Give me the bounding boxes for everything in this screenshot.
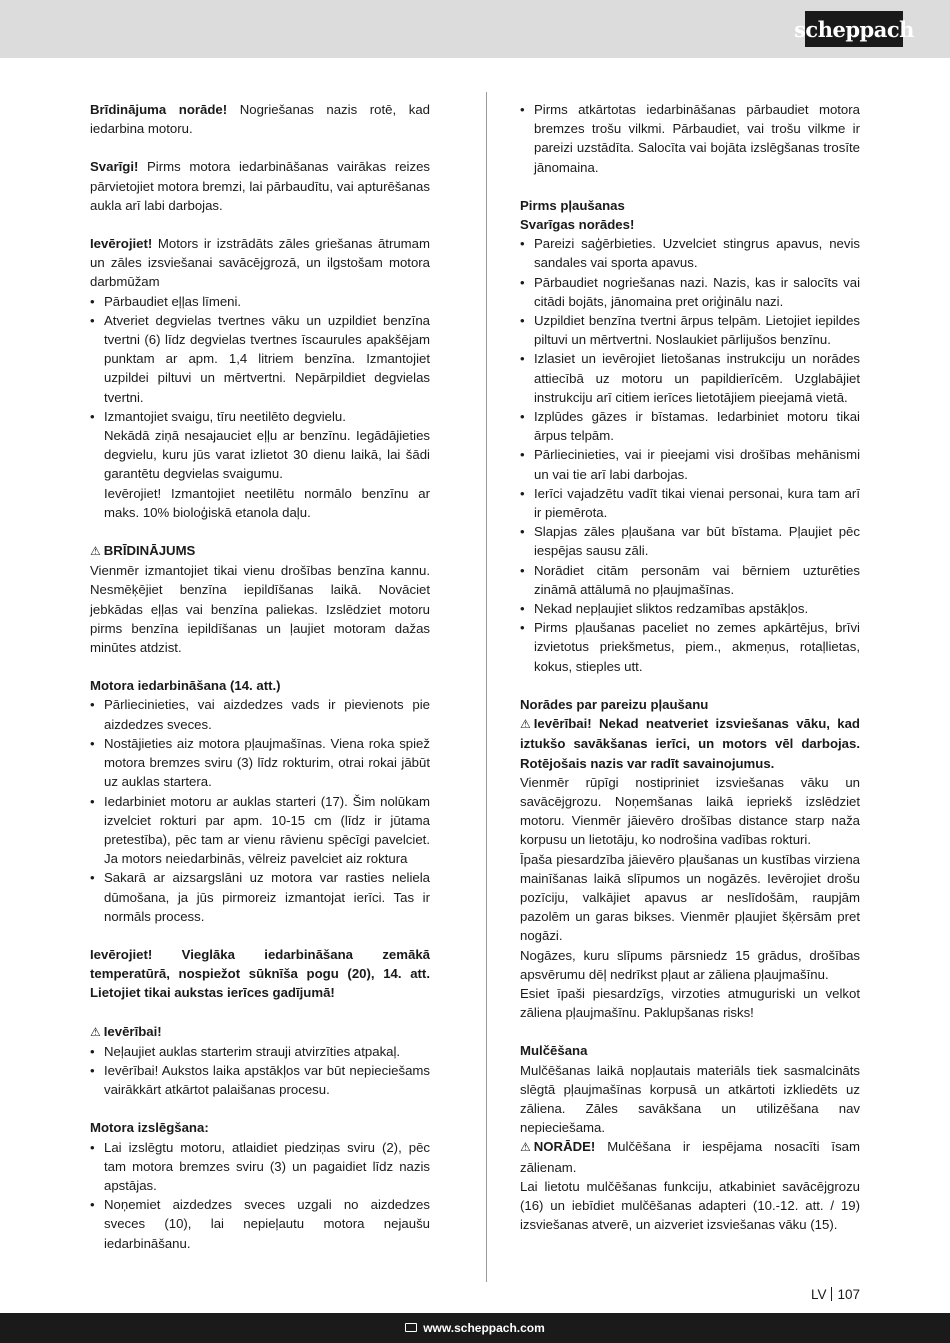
mulching-text-2: Lai lietotu mulčēšanas funkciju, atkabiniet savācējgrozu (16) un iebīdiet mulčēšanas adapteri (10.-12. att. / 19) izsviešanas atverē, un aizveriet izsviešanas vāku (15). — [520, 1178, 860, 1233]
warning-text: Vienmēr izmantojiet tikai vienu drošības benzīna kannu. Nesmēķējiet benzīna iepildīšanas laikā. Novāciet jebkādas eļļas vai benzīna paliekas. Izslēdziet motoru pirms benzīna iepildīšanas un ļaujiet motoram dažas minūtes atdzist. — [90, 563, 430, 656]
attention-list — [90, 1042, 430, 1100]
warning-triangle-icon: ⚠ — [520, 717, 531, 732]
list-item: • Izmantojiet svaigu, tīru neetilēto degvielu. — [90, 407, 430, 426]
list-item: • Atveriet degvielas tvertnes vāku un uzpildiet benzīna tvertni (6) līdz degvielas tvertnes īscaurules apakšējam punktam ar apm. 1,4 litriem benzīna. Izmantojiet uzpildei piltuvi un mērtvertni. Nepārpildiet degvielas tvertni. — [90, 311, 430, 407]
list-item: • Izplūdes gāzes ir bīstamas. Iedarbiniet motoru tikai ārpus telpām. — [520, 407, 860, 445]
note-para: Ievērojiet! Motors ir izstrādāts zāles griešanas ātrumam un zāles izsviešanai savācējgrozā, un ilgstošam motora darbmūžam — [90, 236, 430, 290]
list-item: • Nostājieties aiz motora pļaujmašīnas. Viena roka spiež motora bremzes sviru (3) līdz rokturim, otrai rokai jābūt uz auklas startera. — [90, 734, 430, 792]
warning-triangle-icon: ⚠ — [520, 1140, 531, 1155]
mulching-note: ⚠ NORĀDE! Mulčēšana ir iespējama nosacīti īsam zālienam. — [520, 1139, 860, 1175]
shutdown-list — [90, 1138, 430, 1253]
list-item: • Pārbaudiet nogriešanas nazi. Nazis, kas ir salocīts vai citādi bojāts, jānomaina pret oriģinālu nazi. — [520, 273, 860, 311]
list-item: • Pirms pļaušanas paceliet no zemes apkārtējus, brīvi izvietotus priekšmetus, piem., akmeņus, rotaļlietas, kokus, stieples utt. — [520, 618, 860, 676]
left-column — [90, 100, 430, 1253]
list-item: • Lai izslēgtu motoru, atlaidiet piedziņas sviru (2), pēc tam motora bremzes sviru (3) un pagaidiet līdz nazis apstājas. — [90, 1138, 430, 1196]
page-number: LV 107 — [810, 1287, 860, 1302]
list-item: • Ierīci vajadzētu vadīt tikai vienai personai, kura tam arī ir piemērota. — [520, 484, 860, 522]
before-mowing-heading: Pirms pļaušanas — [520, 197, 625, 213]
fuel-continuation-2: Ievērojiet! Izmantojiet neetilētu normālo benzīnu ar maks. 10% bioloģiskā etanola daļu. — [104, 485, 430, 520]
mowing-paragraph: Nogāzes, kuru slīpums pārsniedz 15 grādus, drošības apsvērumu dēļ nedrīkst pļaut ar zāliena pļaujmašīnu. — [520, 947, 860, 982]
important-para: Svarīgi! Pirms motora iedarbināšanas vairākas reizes pārvietojiet motora bremzi, lai pārbaudītu, vai apturēšanas aukla arī labi darbojas. — [90, 159, 430, 213]
mulching-text: Mulčēšanas laikā nopļautais materiāls tiek sasmalcināts slēgtā pļaujmašīnas korpusā un atkārtoti izkliedēts uz zāliena. Zāles savākšana un utilizēšana nav nepieciešama. — [520, 1062, 860, 1136]
mowing-paragraph: Vienmēr rūpīgi nostipriniet izsviešanas vāku un savācējgrozu. Noņemšanas laikā iepriekš izslēdziet motoru. Vienmēr jāievēro drošības distance starp naža korpusu un lietotāju, ko nodrošina vadības rokturi. — [520, 774, 860, 848]
warning-note-para: Brīdinājuma norāde! Nogriešanas nazis rotē, kad iedarbina motoru. — [90, 102, 430, 137]
right-column — [520, 100, 860, 1234]
mulching-heading: Mulčēšana — [520, 1043, 588, 1059]
list-item: • Nekad nepļaujiet sliktos redzamības apstākļos. — [520, 599, 860, 618]
fuel-list — [90, 292, 430, 426]
mowing-heading: Norādes par pareizu pļaušanu — [520, 696, 709, 712]
warning-heading: ⚠ BRĪDINĀJUMS — [90, 541, 430, 561]
list-item: • Izlasiet un ievērojiet lietošanas instrukciju un norādes attiecībā uz motoru un papildierīcēm. Uzglabājiet instrukciju arī citiem ierīces lietotājiem pieejamā vietā. — [520, 349, 860, 407]
list-item: • Pārliecinieties, vai ir pieejami visi drošības mehānismi un vai tie arī labi darbojas. — [520, 445, 860, 483]
list-item: • Pārbaudiet eļļas līmeni. — [90, 292, 430, 311]
list-item: • Noņemiet aizdedzes sveces uzgali no aizdedzes sveces (10), lai nepieļautu motora nejaušu iedarbināšanu. — [90, 1195, 430, 1253]
brand-logo: scheppach — [805, 11, 903, 47]
computer-icon — [405, 1323, 417, 1332]
list-item: • Pārliecinieties, vai aizdedzes vads ir pievienots pie aizdedzes sveces. — [90, 695, 430, 733]
restart-list — [520, 100, 860, 177]
list-item: • Neļaujiet auklas starterim strauji atvirzīties atpakaļ. — [90, 1042, 430, 1061]
list-item: • Ievērībai! Aukstos laika apstākļos var būt nepieciešams vairākkārt atkārtot palaišanas procesu. — [90, 1061, 430, 1099]
important-notes-subheading: Svarīgas norādes! — [520, 217, 635, 233]
column-divider — [486, 92, 487, 1282]
footer-url[interactable]: www.scheppach.com — [423, 1321, 545, 1335]
shutdown-heading: Motora izslēgšana: — [90, 1120, 209, 1136]
mowing-warning: ⚠ Ievērībai! Nekad neatveriet izsviešanas vāku, kad iztukšo savākšanas ierīci, un motors vēl darbojas. Rotējošais nazis var radīt savainojumus. — [520, 716, 860, 771]
cold-start-note: Ievērojiet! Vieglāka iedarbināšana zemākā temperatūrā, nospiežot sūknīša pogu (20), 14. att. Lietojiet tikai aukstas ierīces gadījumā! — [90, 946, 430, 1001]
list-item: • Pareizi saģērbieties. Uzvelciet stingrus apavus, nevis sandales vai sporta apavus. — [520, 234, 860, 272]
list-item: • Pirms atkārtotas iedarbināšanas pārbaudiet motora bremzes trošu vilkmi. Pārbaudiet, vai trošu vilkme ir pareizi uzstādīta. Salocīta vai bojāta izslēgšanas trosīte jānomaina. — [520, 100, 860, 177]
list-item: • Iedarbiniet motoru ar auklas starteri (17). Šim nolūkam izvelciet rokturi par apm. 10-15 cm (līdz ir jūtama pretestība), pēc tam ar vienu rāvienu spēcīgi pavelciet. Ja motors neiedarbinās, vēlreiz pavelciet aiz roktura — [90, 792, 430, 869]
list-item: • Sakarā ar aizsargslāni uz motora var rasties neliela dūmošana, ja jūs pirmoreiz izmantojat ierīci. Tas ir normāls process. — [90, 868, 430, 926]
before-mowing-list — [520, 234, 860, 676]
warning-triangle-icon: ⚠ — [90, 544, 101, 559]
fuel-continuation: Nekādā ziņā nesajauciet eļļu ar benzīnu. Iegādājieties degvielu, kuru jūs varat izlietot 30 dienu laikā, lai šādi garantētu degvielas svaigumu. — [104, 428, 430, 482]
mowing-paragraph: Īpaša piesardzība jāievēro pļaušanas un kustības virziena mainīšanas laikā slīpumos un nogāzēs. Ievērojiet drošu pozīciju, valkājiet apavus ar neslīdošām, raupjām pazolēm un garas bikses. Vienmēr pļaujiet šķērsām pret nogāzi. — [520, 851, 860, 944]
startup-list — [90, 695, 430, 925]
list-item: • Norādiet citām personām vai bērniem uzturēties zināmā attālumā no pļaujmašīnas. — [520, 561, 860, 599]
footer-bar — [0, 1313, 950, 1343]
startup-heading: Motora iedarbināšana (14. att.) — [90, 678, 281, 694]
mowing-paragraph: Esiet īpaši piesardzīgs, virzoties atmuguriski un velkot zāliena pļaujmašīnu. Paklupšanas risks! — [520, 985, 860, 1021]
warning-triangle-icon: ⚠ — [90, 1024, 101, 1039]
attention-heading: ⚠ Ievērībai! — [90, 1022, 430, 1042]
list-item: • Uzpildiet benzīna tvertni ārpus telpām. Lietojiet iepildes piltuvi un mērtvertni. Noslaukiet pārlijušos benzīnu. — [520, 311, 860, 349]
list-item: • Slapjas zāles pļaušana var būt bīstama. Pļaujiet pēc iespējas sausu zāli. — [520, 522, 860, 560]
